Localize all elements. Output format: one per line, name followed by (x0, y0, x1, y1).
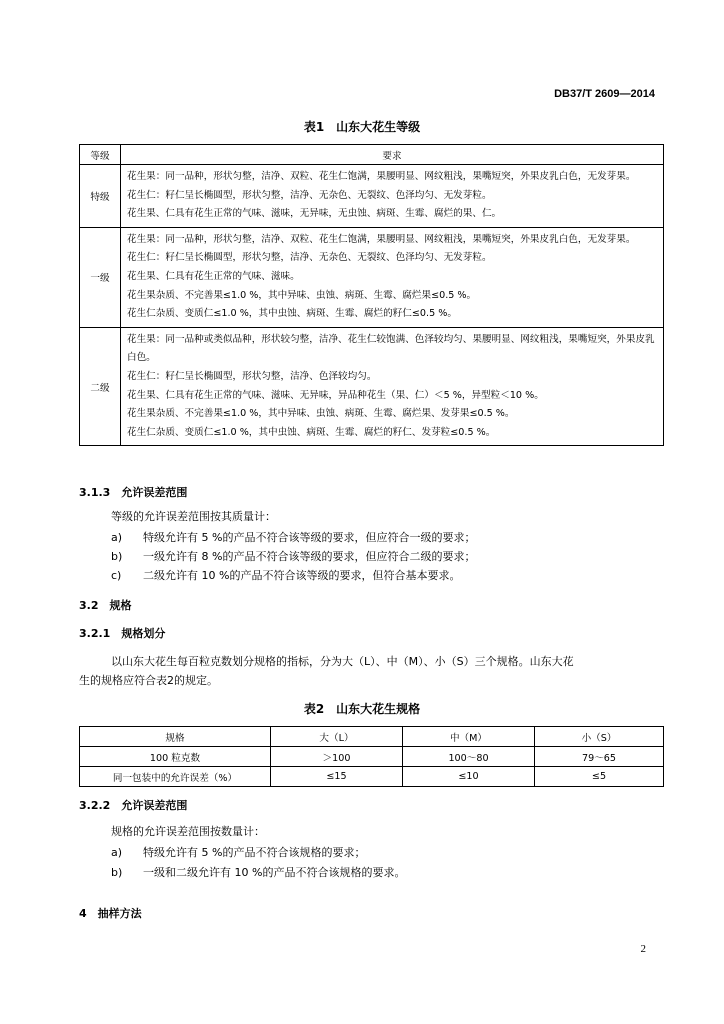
list-item-text: 特级允许有 5 %的产品不符合该等级的要求，但应符合一级的要求； (143, 531, 476, 544)
list-item (111, 567, 460, 583)
table-cell: ≤5 (535, 767, 664, 787)
document-code: DB37/T 2609—2014 (554, 88, 655, 100)
table-cell: ≤15 (271, 767, 403, 787)
list-item-label: a) (111, 531, 123, 544)
list-item-text: 一级和二级允许有 10 %的产品不符合该规格的要求。 (143, 866, 406, 879)
list-item-text: 二级允许有 10 %的产品不符合该等级的要求，但符合基本要求。 (143, 569, 461, 582)
requirement-line: 花生果：同一品种或类似品种，形状较匀整，洁净、花生仁较饱满、色泽较均匀、果腰明显、网纹粗浅，果嘴短突，外果皮乳白色。 (127, 333, 655, 364)
requirement-line: 花生果、仁具有花生正常的气味、滋味，无异味，无虫蚀、病斑、生霉、腐烂的果、仁。 (127, 208, 502, 220)
section-3-1-3-heading: 3.1.3 允许误差范围 (79, 486, 188, 499)
list-item-label: b) (111, 866, 123, 879)
table-cell: ≤10 (403, 767, 535, 787)
section-3-2-1-heading: 3.2.1 规格划分 (79, 627, 166, 640)
grade-cell: 二级 (80, 327, 121, 446)
requirement-line: 花生果、仁具有花生正常的气味、滋味、无异味，异品种花生（果、仁）＜5 %，异型粒＜10 %。 (127, 389, 544, 401)
requirement-line: 花生仁杂质、变质仁≤1.0 %，其中虫蚀、病斑、生霉、腐烂的籽仁≤0.5 %。 (127, 308, 457, 320)
table-cell: 100 粒克数 (80, 747, 271, 767)
medium-column-header: 中（M） (403, 727, 535, 747)
requirement-line: 花生果：同一品种，形状匀整，洁净、双粒、花生仁饱满，果腰明显、网纹粗浅，果嘴短突，外果皮乳白色，无发芽果。 (127, 171, 636, 182)
list-item-label: b) (111, 550, 123, 563)
table-row (80, 767, 664, 787)
requirement-column-header: 要求 (121, 145, 664, 165)
section-3-2-1-paragraph-line: 以山东大花生每百粒克数划分规格的指标，分为大（L）、中（M）、小（S）三个规格。山东大花 (111, 655, 574, 668)
table-header-row (80, 145, 664, 165)
requirement-cell (121, 327, 664, 446)
table-row (80, 747, 664, 767)
requirement-line: 花生仁杂质、变质仁≤1.0 %，其中虫蚀、病斑、生霉、腐烂的籽仁、发芽粒≤0.5 %。 (127, 426, 496, 438)
size-table (79, 726, 664, 787)
requirement-line: 花生仁：籽仁呈长椭圆型，形状匀整，洁净、无杂色、无裂纹、色泽均匀、无发芽粒。 (127, 189, 492, 201)
requirement-line: 花生果杂质、不完善果≤1.0 %，其中异味、虫蚀、病斑、生霉、腐烂果≤0.5 %。 (127, 289, 477, 301)
large-column-header: 大（L） (271, 727, 403, 747)
table-cell: 同一包装中的允许误差（%） (80, 767, 271, 787)
requirement-line: 花生果、仁具有花生正常的气味、滋味。 (127, 270, 300, 282)
section-3-2-1-paragraph-line: 生的规格应符合表2的规定。 (79, 674, 218, 687)
requirement-cell (121, 165, 664, 228)
grade-cell: 一级 (80, 227, 121, 327)
table-cell: ＞100 (271, 747, 403, 767)
requirement-line: 花生仁：籽仁呈长椭圆型，形状匀整，洁净、色泽较均匀。 (127, 370, 377, 382)
small-column-header: 小（S） (535, 727, 664, 747)
list-item-label: a) (111, 846, 123, 859)
grade-table (79, 144, 664, 446)
list-item (111, 548, 475, 564)
size-column-header: 规格 (80, 727, 271, 747)
requirement-line: 花生果杂质、不完善果≤1.0 %，其中异味、虫蚀、病斑、生霉、腐烂果、发芽果≤0.5 %。 (127, 408, 515, 420)
table1-caption: 表1 山东大花生等级 (303, 120, 421, 134)
list-item-text: 一级允许有 8 %的产品不符合该等级的要求，但应符合二级的要求； (143, 550, 476, 563)
list-item (111, 864, 405, 880)
section-4-heading: 4 抽样方法 (79, 907, 142, 920)
page-number: 2 (640, 943, 646, 955)
list-item-label: c) (111, 569, 122, 582)
table-cell: 79～65 (535, 747, 664, 767)
list-item (111, 844, 365, 860)
requirement-line: 花生仁：籽仁呈长椭圆型，形状匀整，洁净、无杂色、无裂纹、色泽均匀、无发芽粒。 (127, 252, 492, 264)
section-3-2-2-intro: 规格的允许误差范围按数量计： (111, 825, 265, 838)
requirement-cell (121, 227, 664, 327)
table-row (80, 327, 664, 446)
list-item (111, 529, 475, 545)
requirement-line: 花生果：同一品种，形状匀整，洁净、双粒、花生仁饱满，果腰明显、网纹粗浅，果嘴短突，外果皮乳白色，无发芽果。 (127, 233, 636, 245)
table-row (80, 165, 664, 228)
table2-caption: 表2 山东大花生规格 (303, 702, 421, 716)
section-3-2-heading: 3.2 规格 (79, 599, 132, 612)
section-3-2-2-heading: 3.2.2 允许误差范围 (79, 799, 188, 812)
table-header-row (80, 727, 664, 747)
table-row (80, 227, 664, 327)
section-3-1-3-intro: 等级的允许误差范围按其质量计： (111, 510, 276, 523)
table-cell: 100～80 (403, 747, 535, 767)
list-item-text: 特级允许有 5 %的产品不符合该规格的要求； (143, 846, 366, 859)
grade-cell: 特级 (80, 165, 121, 228)
grade-column-header: 等级 (80, 145, 121, 165)
